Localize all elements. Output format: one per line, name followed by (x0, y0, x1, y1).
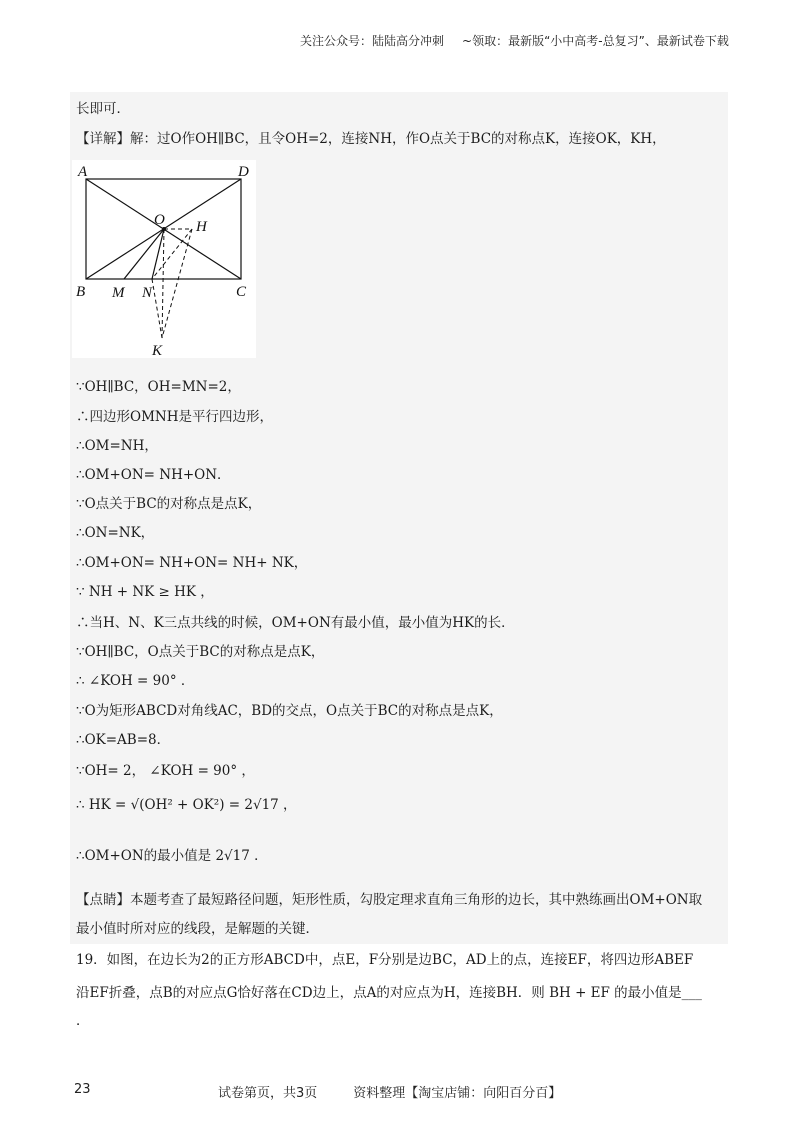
label-d: D (238, 164, 249, 180)
step-2: ∴四边形OMNH是平行四边形， (76, 409, 273, 425)
label-b: B (76, 284, 86, 300)
label-o: O (154, 212, 165, 228)
rectangle-diagram (72, 160, 256, 358)
step-12: ∵O为矩形ABCD对角线AC，BD的交点，O点关于BC的对称点是点K， (76, 703, 503, 719)
solution-detail: 【详解】解：过O作OH∥BC，且令OH=2，连接NH，作O点关于BC的对称点K，连接OK，KH， (76, 131, 666, 147)
step-16: ∴OM+ON的最小值是 2√17 ． (76, 848, 268, 864)
question-19-line-2: 沿EF折叠，点B的对应点G恰好落在CD边上，点A的对应点为H，连接BH．则 BH + EF 的最小值是___ (76, 985, 702, 1001)
step-13: ∴OK=AB=8． (76, 732, 171, 748)
step-7: ∴OM+ON= NH+ON= NH+ NK， (76, 555, 308, 571)
step-4: ∴OM+ON= NH+ON． (76, 467, 231, 483)
page-number: 23 (74, 1082, 91, 1097)
segment-hk (162, 229, 192, 338)
page-header (300, 32, 770, 49)
label-h: H (196, 219, 207, 235)
step-11: ∴ ∠KOH = 90° ． (76, 673, 195, 689)
step-6: ∴ON=NK， (76, 525, 155, 541)
footer-source: 资料整理【淘宝店铺：向阳百分百】 (353, 1086, 562, 1101)
comment-line-1: 【点睛】本题考查了最短路径问题，矩形性质，勾股定理求直角三角形的边长，其中熟练画出OM+ON取 (76, 892, 703, 908)
step-14: ∵OH= 2， ∠KOH = 90° ， (76, 763, 255, 779)
label-c: C (236, 284, 247, 300)
step-8: ∵ NH + NK ≥ HK ， (76, 584, 214, 600)
label-a: A (78, 164, 88, 180)
solution-prev-line: 长即可． (76, 101, 130, 117)
step-5: ∵O点关于BC的对称点是点K， (76, 496, 262, 512)
footer-page-info: 试卷第页，共3页 (218, 1086, 318, 1101)
step-10: ∵OH∥BC，O点关于BC的对称点是点K， (76, 644, 325, 660)
step-9: ∴当H、N、K三点共线的时候，OM+ON有最小值，最小值为HK的长． (76, 615, 515, 631)
segment-nk (152, 279, 162, 338)
label-m: M (112, 285, 125, 301)
step-15: ∴ HK = √(OH² + OK²) = 2√17 ， (76, 797, 297, 813)
label-k: K (152, 343, 163, 358)
step-3: ∴OM=NH， (76, 438, 158, 454)
step-1: ∵OH∥BC，OH=MN=2， (76, 379, 241, 395)
question-19-line-1: 19．如图，在边长为2的正方形ABCD中，点E，F分别是边BC，AD上的点，连接EF，将四边形ABEF (76, 952, 694, 968)
question-19-line-3: ． (76, 1013, 90, 1029)
header-right-text: ~领取：最新版“小中高考-总复习”、最新试卷下载 (462, 34, 729, 48)
comment-line-2: 最小值时所对应的线段，是解题的关键． (76, 921, 319, 937)
header-left-text: 关注公众号：陆陆高分冲刺 (300, 34, 445, 48)
segment-ok (162, 229, 164, 338)
geometry-figure (72, 160, 256, 358)
label-n: N (142, 285, 153, 301)
footer-center (218, 1082, 561, 1101)
